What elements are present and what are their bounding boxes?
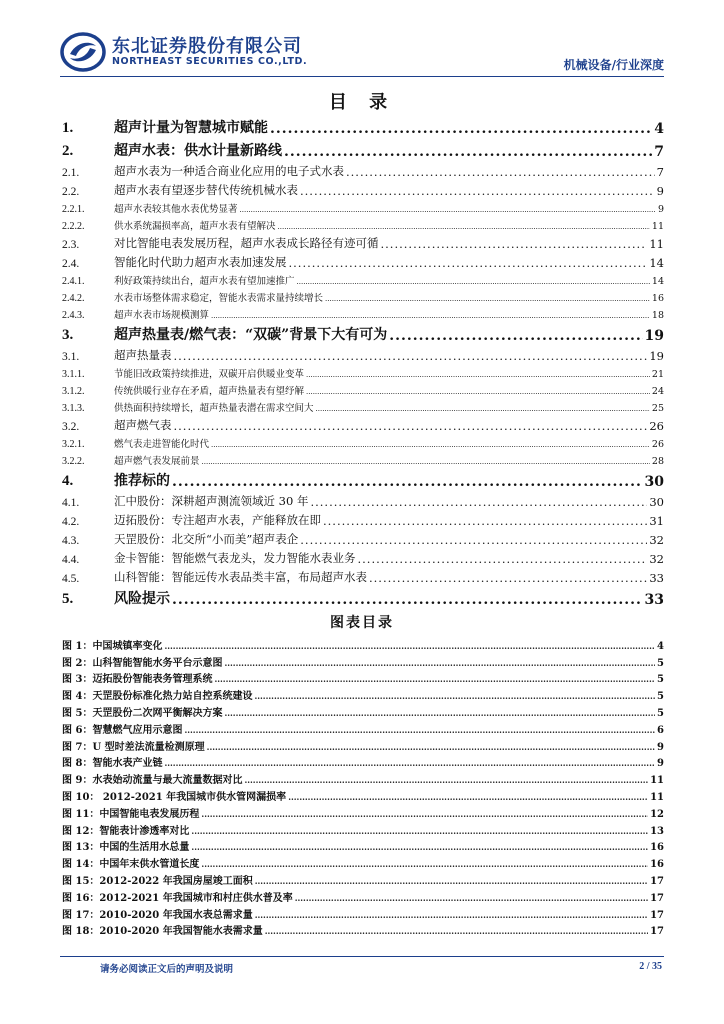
- figure-leader-dots: [201, 809, 648, 820]
- toc-entry-page: 32: [649, 552, 664, 566]
- toc-leader-dots: [381, 237, 648, 251]
- figure-entry-page: 5: [657, 707, 664, 719]
- toc-entry-number: 4.: [62, 473, 74, 489]
- toc-entry-page: 33: [649, 571, 664, 585]
- figure-leader-dots: [207, 742, 655, 753]
- figure-entry[interactable]: [62, 685, 664, 702]
- toc-entry-number: 4.5.: [62, 573, 80, 585]
- toc-entry-number: 3.2.1.: [62, 439, 85, 450]
- toc-entry-number: 2.4.1.: [62, 276, 85, 287]
- toc-entry[interactable]: [62, 179, 664, 198]
- toc-entry-page: 7: [654, 144, 664, 160]
- toc-leader-dots: [289, 256, 648, 270]
- figure-list: [62, 635, 664, 937]
- toc-entry-number: 3.2.: [62, 421, 80, 433]
- toc-entry-number: 2.4.: [62, 258, 80, 270]
- figure-entry-label: 图 9：水表始动流量与最大流量数据对比: [62, 775, 243, 787]
- toc-entry-number: 2.3.: [62, 239, 80, 251]
- figure-leader-dots: [244, 775, 648, 786]
- figure-entry[interactable]: [62, 736, 664, 753]
- company-logo-icon: [60, 32, 106, 72]
- toc-entry-label: 金卡智能：智能燃气表龙头，发力智能水表业务: [114, 551, 356, 565]
- toc-leader-dots: [310, 495, 647, 509]
- toc-leader-dots: [300, 533, 647, 547]
- header-divider: [60, 76, 664, 77]
- toc-entry[interactable]: [62, 547, 664, 566]
- toc-title: 目 录: [328, 92, 396, 113]
- figure-entry[interactable]: [62, 652, 664, 669]
- toc-entry-label: 水表市场整体需求稳定，智能水表需求量持续增长: [114, 293, 324, 304]
- toc-entry-label: 超声燃气表发展前景: [114, 456, 200, 467]
- toc-leader-dots: [306, 369, 650, 380]
- toc-entry-page: 7: [656, 165, 664, 179]
- figure-entry-page: 17: [650, 926, 664, 938]
- figure-entry[interactable]: [62, 753, 664, 770]
- toc-entry[interactable]: [62, 585, 664, 608]
- toc-leader-dots: [211, 439, 650, 450]
- figure-leader-dots: [288, 792, 648, 803]
- figure-entry-label: 图 7：U 型时差法流量检测原理: [62, 741, 205, 753]
- toc-entry-label: 山科智能：智能远传水表品类丰富，布局超声水表: [114, 570, 367, 584]
- toc-entry-page: 19: [649, 349, 664, 363]
- figure-entry-label: 图 8：智能水表产业链: [62, 758, 163, 770]
- toc-entry-label: 超声热量表/燃气表：“双碳”背景下大有可为: [114, 327, 388, 343]
- table-of-contents: [62, 114, 664, 608]
- figure-entry[interactable]: [62, 837, 664, 854]
- toc-leader-dots: [172, 474, 643, 490]
- figure-entry-label: 图 10： 2012-2021 年我国城市供水管网漏损率: [62, 791, 287, 803]
- toc-entry[interactable]: [62, 270, 664, 287]
- toc-entry[interactable]: [62, 114, 664, 137]
- figure-leader-dots: [191, 826, 648, 837]
- toc-entry-label: 迈拓股份：专注超声水表，产能释放在即: [114, 513, 321, 527]
- figure-leader-dots: [295, 893, 648, 904]
- figure-entry-label: 图 1：中国城镇率变化: [62, 640, 163, 652]
- figure-entry-label: 图 17：2010-2020 年我国水表总需求量: [62, 909, 253, 921]
- toc-entry-number: 3.1.: [62, 351, 80, 363]
- toc-entry[interactable]: [62, 433, 664, 450]
- toc-leader-dots: [211, 310, 650, 321]
- toc-entry[interactable]: [62, 490, 664, 509]
- toc-entry[interactable]: [62, 467, 664, 490]
- figure-leader-dots: [255, 876, 648, 887]
- toc-entry-label: 超声水表有望逐步替代传统机械水表: [114, 183, 298, 197]
- figure-entry[interactable]: [62, 820, 664, 837]
- figure-entry-label: 图 5：天罡股份二次网平衡解决方案: [62, 707, 223, 719]
- toc-entry-number: 4.4.: [62, 554, 80, 566]
- figure-entry-page: 11: [650, 775, 664, 787]
- figure-leader-dots: [164, 758, 655, 769]
- toc-entry-page: 26: [651, 439, 664, 450]
- toc-entry-page: 4: [654, 121, 664, 137]
- toc-entry-page: 28: [651, 456, 664, 467]
- figure-entry-page: 9: [657, 741, 664, 753]
- toc-entry-label: 传统供暖行业存在矛盾，超声热量表有望纾解: [114, 386, 305, 397]
- toc-entry-page: 32: [649, 533, 664, 547]
- toc-entry-number: 2.2.1.: [62, 204, 85, 215]
- figure-entry-page: 16: [650, 842, 664, 854]
- toc-entry-number: 5.: [62, 591, 74, 607]
- toc-entry[interactable]: [62, 321, 664, 344]
- toc-entry[interactable]: [62, 380, 664, 397]
- figure-entry-page: 5: [657, 674, 664, 686]
- figure-entry-page: 13: [650, 825, 664, 837]
- figure-leader-dots: [224, 708, 655, 719]
- toc-entry-page: 9: [657, 204, 664, 215]
- toc-entry-number: 2.4.3.: [62, 310, 85, 321]
- figure-leader-dots: [254, 691, 655, 702]
- toc-entry-label: 利好政策持续出台，超声水表有望加速推广: [114, 276, 295, 287]
- toc-entry-number: 2.: [62, 143, 74, 159]
- toc-entry-number: 3.1.1.: [62, 369, 85, 380]
- toc-entry-page: 33: [644, 592, 664, 608]
- toc-entry-number: 3.1.2.: [62, 386, 85, 397]
- toc-entry[interactable]: [62, 251, 664, 270]
- toc-entry-page: 25: [651, 403, 664, 414]
- toc-entry[interactable]: [62, 287, 664, 304]
- figure-entry-label: 图 11：中国智能电表发展历程: [62, 808, 200, 820]
- toc-entry-page: 11: [651, 221, 664, 232]
- figure-entry[interactable]: [62, 921, 664, 938]
- figure-entry[interactable]: [62, 669, 664, 686]
- toc-entry-number: 3.1.3.: [62, 403, 85, 414]
- figure-entry[interactable]: [62, 887, 664, 904]
- toc-entry-label: 供热面积持续增长，超声热量表潜在需求空间大: [114, 403, 314, 414]
- figure-entry-label: 图 2：山科智能智能水务平台示意图: [62, 657, 223, 669]
- toc-entry-page: 16: [651, 293, 664, 304]
- company-name-en: NORTHEAST SECURITIES CO.,LTD.: [112, 56, 308, 67]
- toc-leader-dots: [389, 328, 642, 344]
- toc-entry-number: 2.1.: [62, 167, 80, 179]
- toc-entry-page: 9: [656, 184, 664, 198]
- figure-entry[interactable]: [62, 719, 664, 736]
- toc-entry[interactable]: [62, 397, 664, 414]
- toc-entry-number: 4.3.: [62, 535, 80, 547]
- toc-entry-page: 11: [649, 237, 664, 251]
- figure-leader-dots: [255, 910, 648, 921]
- figure-entry-label: 图 12：智能表计渗透率对比: [62, 825, 190, 837]
- toc-entry-number: 4.1.: [62, 497, 80, 509]
- figure-entry-label: 图 14：中国年末供水管道长度: [62, 859, 200, 871]
- figure-entry-page: 4: [657, 640, 664, 652]
- toc-leader-dots: [174, 419, 648, 433]
- toc-entry-page: 30: [649, 495, 664, 509]
- toc-entry-label: 节能旧改政策持续推进，双碳开启供暖业变革: [114, 369, 305, 380]
- toc-entry-label: 对比智能电表发展历程，超声水表成长路径有迹可循: [114, 236, 379, 250]
- toc-leader-dots: [172, 592, 643, 608]
- figure-entry[interactable]: [62, 769, 664, 786]
- figure-list-title: 图表目录: [330, 615, 394, 631]
- figure-leader-dots: [164, 641, 655, 652]
- toc-entry-page: 14: [649, 256, 664, 270]
- toc-entry[interactable]: [62, 137, 664, 160]
- toc-entry-label: 超声热量表: [114, 348, 172, 362]
- toc-entry[interactable]: [62, 566, 664, 585]
- toc-entry-label: 超声水表市场规模测算: [114, 310, 210, 321]
- toc-entry[interactable]: [62, 414, 664, 433]
- toc-entry-number: 3.2.2.: [62, 456, 85, 467]
- figure-entry[interactable]: [62, 635, 664, 652]
- figure-leader-dots: [184, 725, 655, 736]
- footer-divider: [60, 956, 664, 957]
- toc-entry-label: 天罡股份：北交所“小而美”超声表企: [114, 532, 299, 546]
- toc-entry[interactable]: [62, 363, 664, 380]
- figure-entry-page: 17: [650, 892, 664, 904]
- toc-entry[interactable]: [62, 198, 664, 215]
- toc-entry[interactable]: [62, 215, 664, 232]
- toc-entry-number: 1.: [62, 120, 74, 136]
- page-header: [60, 28, 664, 76]
- toc-entry-label: 汇中股份：深耕超声测流领域近 30 年: [114, 494, 309, 508]
- toc-entry-page: 19: [644, 328, 664, 344]
- toc-entry-page: 14: [651, 276, 664, 287]
- toc-entry-page: 31: [649, 514, 664, 528]
- toc-entry-number: 3.: [62, 327, 74, 343]
- toc-leader-dots: [278, 221, 650, 232]
- figure-leader-dots: [201, 859, 648, 870]
- figure-entry[interactable]: [62, 803, 664, 820]
- toc-entry-label: 推荐标的: [114, 473, 170, 489]
- toc-leader-dots: [284, 144, 652, 160]
- toc-leader-dots: [240, 204, 656, 215]
- toc-entry-label: 智能化时代助力超声水表加速发展: [114, 255, 287, 269]
- figure-entry-page: 17: [650, 909, 664, 921]
- figure-entry-label: 图 13：中国的生活用水总量: [62, 842, 190, 854]
- toc-leader-dots: [174, 349, 648, 363]
- figure-entry[interactable]: [62, 786, 664, 803]
- toc-entry-page: 24: [651, 386, 664, 397]
- toc-entry-page: 21: [651, 369, 664, 380]
- toc-entry[interactable]: [62, 232, 664, 251]
- toc-entry-label: 超声计量为智慧城市赋能: [114, 120, 268, 136]
- toc-leader-dots: [316, 403, 650, 414]
- company-name-cn: 东北证券股份有限公司: [112, 36, 302, 57]
- toc-entry-number: 2.2.: [62, 186, 80, 198]
- toc-entry-number: 2.2.2.: [62, 221, 85, 232]
- toc-entry-label: 供水系统漏损率高，超声水表有望解决: [114, 221, 276, 232]
- figure-entry-label: 图 15：2012-2022 年我国房屋竣工面积: [62, 875, 253, 887]
- figure-entry-page: 6: [657, 724, 664, 736]
- toc-entry-number: 4.2.: [62, 516, 80, 528]
- toc-leader-dots: [325, 293, 650, 304]
- figure-entry-label: 图 16：2012-2021 年我国城市和村庄供水普及率: [62, 892, 293, 904]
- toc-leader-dots: [300, 184, 655, 198]
- toc-entry[interactable]: [62, 450, 664, 467]
- toc-entry[interactable]: [62, 160, 664, 179]
- figure-entry[interactable]: [62, 702, 664, 719]
- figure-leader-dots: [224, 658, 655, 669]
- toc-entry-label: 超声水表较其他水表优势显著: [114, 204, 238, 215]
- toc-entry-page: 30: [644, 474, 664, 490]
- toc-leader-dots: [297, 276, 650, 287]
- figure-entry-page: 9: [657, 758, 664, 770]
- toc-leader-dots: [346, 165, 655, 179]
- figure-leader-dots: [265, 926, 648, 937]
- toc-leader-dots: [369, 571, 647, 585]
- toc-leader-dots: [323, 514, 647, 528]
- figure-entry-page: 5: [657, 657, 664, 669]
- toc-leader-dots: [202, 456, 650, 467]
- figure-entry-page: 5: [657, 691, 664, 703]
- toc-entry-page: 26: [649, 419, 664, 433]
- toc-leader-dots: [358, 552, 648, 566]
- figure-entry[interactable]: [62, 853, 664, 870]
- footer-disclaimer: 请务必阅读正文后的声明及说明: [100, 964, 234, 975]
- figure-entry-label: 图 6：智慧燃气应用示意图: [62, 724, 183, 736]
- toc-leader-dots: [306, 386, 650, 397]
- figure-entry-label: 图 3：迈拓股份智能表务管理系统: [62, 674, 213, 686]
- toc-entry-label: 超声水表：供水计量新路线: [114, 143, 282, 159]
- toc-entry-label: 超声燃气表: [114, 418, 172, 432]
- figure-entry-page: 11: [650, 791, 664, 803]
- figure-leader-dots: [214, 674, 655, 685]
- figure-entry[interactable]: [62, 870, 664, 887]
- figure-entry-label: 图 18：2010-2020 年我国智能水表需求量: [62, 926, 263, 938]
- toc-entry-number: 2.4.2.: [62, 293, 85, 304]
- figure-entry-page: 12: [650, 808, 664, 820]
- toc-leader-dots: [270, 121, 652, 137]
- toc-entry[interactable]: [62, 304, 664, 321]
- report-type: 机械设备/行业深度: [563, 58, 664, 72]
- figure-entry-page: 16: [650, 859, 664, 871]
- figure-entry-page: 17: [650, 875, 664, 887]
- toc-entry-label: 超声水表为一种适合商业化应用的电子式水表: [114, 164, 344, 178]
- figure-entry[interactable]: [62, 904, 664, 921]
- toc-entry[interactable]: [62, 344, 664, 363]
- figure-entry-label: 图 4：天罡股份标准化热力站自控系统建设: [62, 691, 253, 703]
- toc-entry-page: 18: [651, 310, 664, 321]
- toc-entry-label: 风险提示: [114, 591, 170, 607]
- page-number: 2 / 35: [639, 961, 662, 972]
- toc-entry-label: 燃气表走进智能化时代: [114, 439, 210, 450]
- toc-entry[interactable]: [62, 528, 664, 547]
- toc-entry[interactable]: [62, 509, 664, 528]
- figure-leader-dots: [191, 842, 648, 853]
